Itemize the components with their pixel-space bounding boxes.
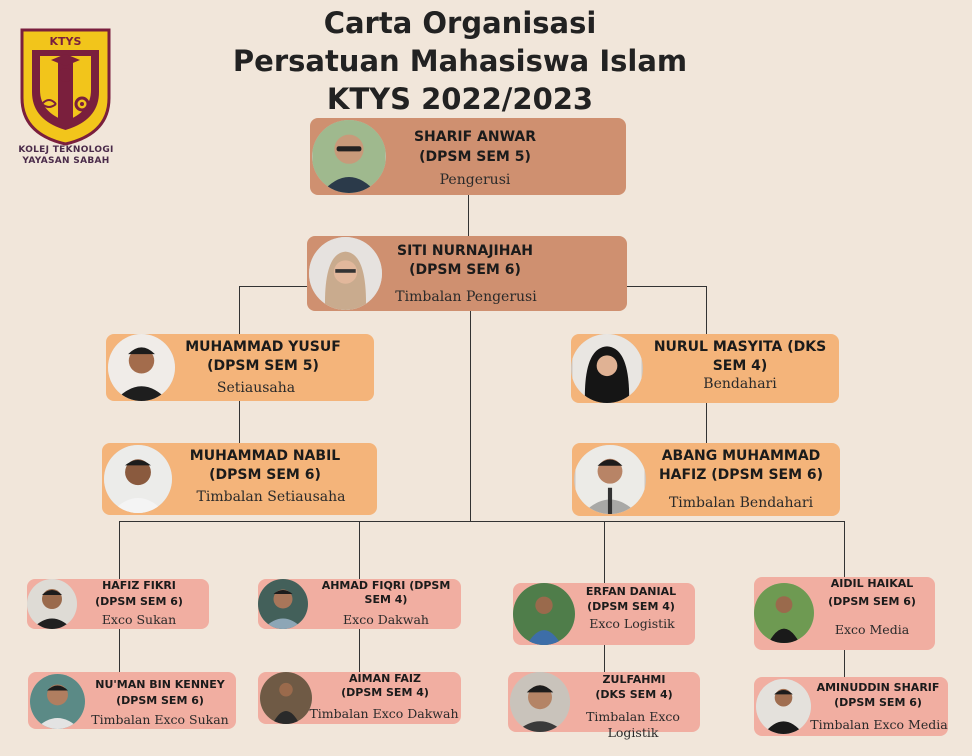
member-program: (DKS SEM 4) [595,688,673,701]
card-timbalan-pengerusi [307,236,627,311]
connector [239,286,240,334]
member-role: Timbalan Bendahari [668,495,814,511]
connector [119,628,120,672]
member-name: AHMAD FIQRI (DPSM [321,579,451,592]
card-pengerusi [310,118,626,195]
member-name: MUHAMMAD YUSUF [185,339,341,355]
member-role: Exco Dakwah [343,612,429,627]
logo-text [10,145,122,167]
avatar [756,679,811,734]
member-role: Timbalan Setiausaha [196,489,346,505]
member-role: Exco Media [834,622,910,637]
member-name: HAFIZ FIKRI [102,579,176,592]
avatar [513,583,575,645]
avatar [260,672,312,724]
title-line-1: Carta Organisasi [323,6,597,40]
logo-text-line-1: KOLEJ TEKNOLOGI [18,145,114,155]
member-name: AMINUDDIN SHARIF [816,681,940,694]
member-name: AIMAN FAIZ [349,672,421,685]
member-program: (DPSM SEM 6) [209,467,321,483]
member-role-text: Timbalan Exco Sukan [91,712,229,727]
member-program: (DPSM SEM 5) [419,149,531,165]
card-setiausaha [106,334,374,401]
member-program: (DPSM SEM 6) [116,694,204,707]
connector [119,521,120,579]
member-program: (DPSM SEM 5) [207,358,319,374]
connector [706,286,707,334]
connector [239,286,307,287]
avatar [510,672,570,732]
member-program: (DPSM SEM 6) [409,262,521,278]
avatar [108,334,175,401]
avatar [104,445,172,513]
member-program: (DPSM SEM 6) [834,696,922,709]
member-role: Setiausaha [216,380,296,396]
member-name: ZULFAHMI [602,673,666,686]
connector [359,628,360,672]
title-line-2: Persatuan Mahasiswa Islam [232,44,688,78]
card-timbalan-bendahari [572,443,840,516]
member-role: Exco Sukan [101,612,177,627]
member-role-text: Timbalan Exco Logistik [586,709,680,740]
avatar [574,445,646,514]
connector [604,521,605,583]
member-role [566,709,700,741]
card-exco-media [754,577,935,650]
connector [627,286,707,287]
connector [468,194,469,236]
avatar [309,237,382,310]
chart-title [180,4,740,118]
card-exco-logistik [513,583,695,645]
member-role: Pengerusi [439,172,511,188]
card-bendahari [571,334,839,403]
connector [359,521,360,579]
card-timbalan-exco-media [754,677,948,736]
member-name: AIDIL HAIKAL [830,577,914,590]
member-role-text: Timbalan Exco Dakwah [309,706,459,721]
connector [119,521,844,522]
card-timbalan-exco-sukan [28,672,236,729]
member-name: SHARIF ANWAR [413,129,537,145]
avatar [258,579,308,629]
connector [844,649,845,677]
logo-text-line-2: YAYASAN SABAH [22,156,110,166]
member-name: NURUL MASYITA (DKS [653,339,827,355]
card-exco-dakwah [258,579,461,629]
connector [239,400,240,443]
member-program: HAFIZ (DPSM SEM 6) [658,467,824,483]
avatar [754,583,814,643]
avatar [312,120,386,193]
avatar [30,674,85,729]
member-program: (DPSM SEM 6) [828,595,916,608]
member-program: (DPSM SEM 4) [341,686,429,699]
connector [706,402,707,443]
card-timbalan-exco-dakwah [258,672,461,724]
connector [844,521,845,577]
member-role: Timbalan Pengerusi [395,289,537,305]
member-program: SEM 4) [364,593,408,606]
member-name: ERFAN DANIAL [585,585,677,598]
member-name: ABANG MUHAMMAD [661,448,821,464]
logo-badge: KTYS [49,35,82,48]
card-timbalan-setiausaha [102,443,377,515]
avatar [27,579,77,629]
card-exco-sukan [27,579,209,629]
member-role [308,706,460,722]
member-program: (DPSM SEM 4) [587,600,675,613]
member-name: SITI NURNAJIHAH [396,243,534,259]
member-role: Bendahari [703,376,777,392]
member-name: NU'MAN BIN KENNEY [95,678,225,691]
member-role-text: Timbalan Exco Media [810,717,948,732]
connector [604,645,605,672]
member-role [84,712,236,728]
member-role [810,717,948,733]
member-program: SEM 4) [712,358,768,374]
member-program: (DPSM SEM 6) [95,595,183,608]
member-name: MUHAMMAD NABIL [189,448,341,464]
connector [470,310,471,522]
title-line-3: KTYS 2022/2023 [326,82,594,116]
avatar [571,334,643,403]
card-timbalan-exco-logistik [508,672,700,740]
member-role: Exco Logistik [589,616,675,631]
